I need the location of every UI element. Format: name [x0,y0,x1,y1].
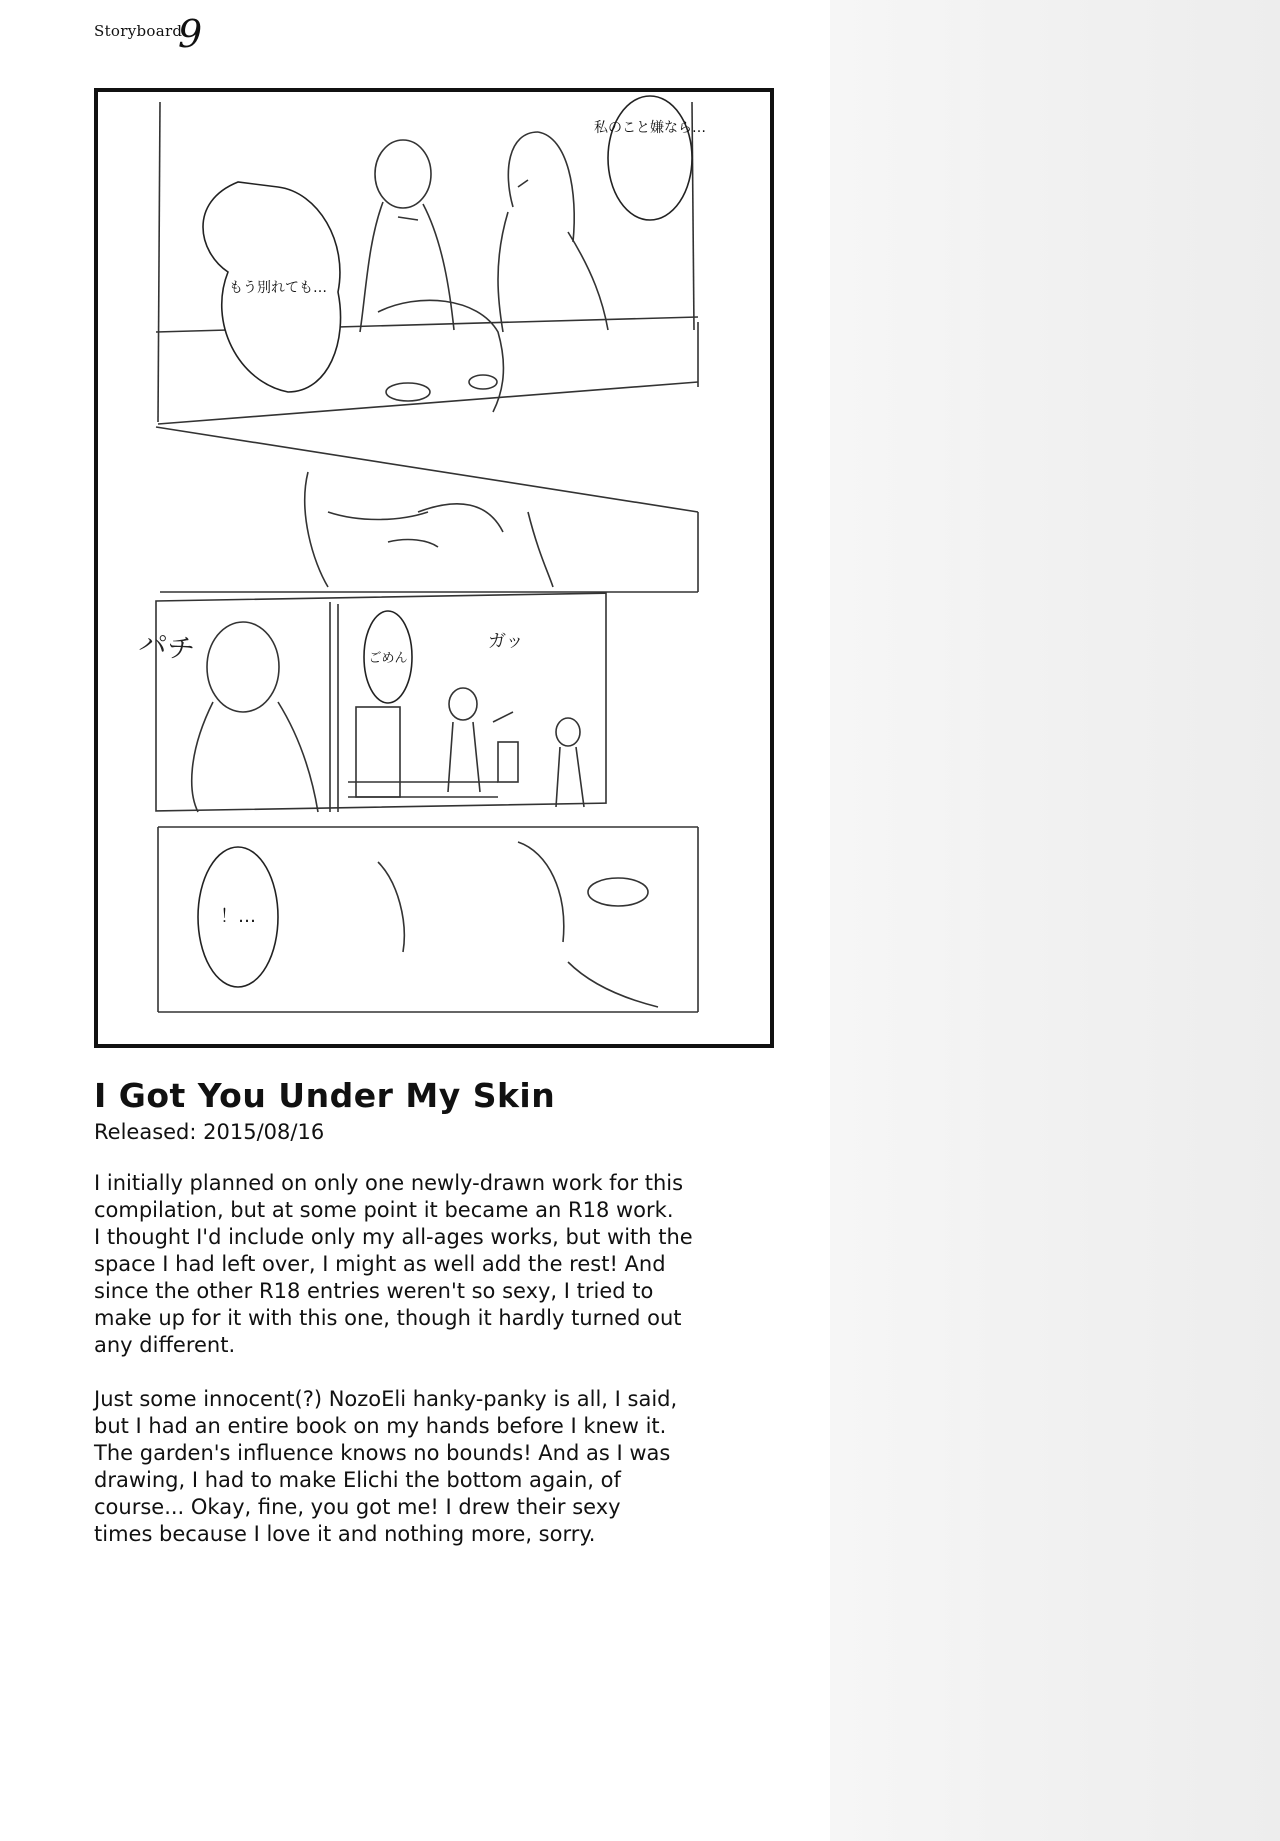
sfx-2-text: ガッ [488,631,524,652]
balloon-2 [203,182,341,392]
release-date: 2015/08/16 [203,1120,325,1144]
header-label: Storyboard [94,22,183,40]
author-notes [94,1170,794,1575]
balloon-4 [198,847,278,987]
balloon-4-text: ！… [220,906,256,927]
notes-paragraph-1: I initially planned on only one newly-drawn work for this compilation, but at some point it became an R18 work. I thought I'd include only my all-ages works, but with the space I had left over, I might as well add the rest! And since the other R18 entries weren't so sexy, I tried to make up for it with this one, though it hardly turned out any different. [94,1171,693,1357]
sfx-1-text: パチ [137,626,198,667]
balloon-3-text: ごめん [368,651,408,666]
panel-middle [156,427,698,592]
storyboard-frame [94,88,774,1048]
header-page-number: 9 [178,12,203,56]
balloon-2-text: もう別れても… [229,280,327,296]
release-line [94,1120,324,1144]
balloon-3 [364,611,412,703]
work-title: I Got You Under My Skin [94,1076,556,1115]
page-gutter-shadow [830,0,1280,1841]
balloon-1 [594,96,706,220]
release-label: Released: [94,1120,197,1144]
notes-paragraph-2: Just some innocent(?) NozoEli hanky-panky is all, I said, but I had an entire book on my hands before I knew it. The garden's influence knows no bounds! And as I was drawing, I had to make Elichi the bottom again, of course... Okay, fine, you got me! I drew their sexy times because I love it and nothing more, sorry. [94,1387,678,1546]
storyboard-sketch [98,92,770,1044]
balloon-1-text: 私のこと嫌なら… [594,120,706,136]
